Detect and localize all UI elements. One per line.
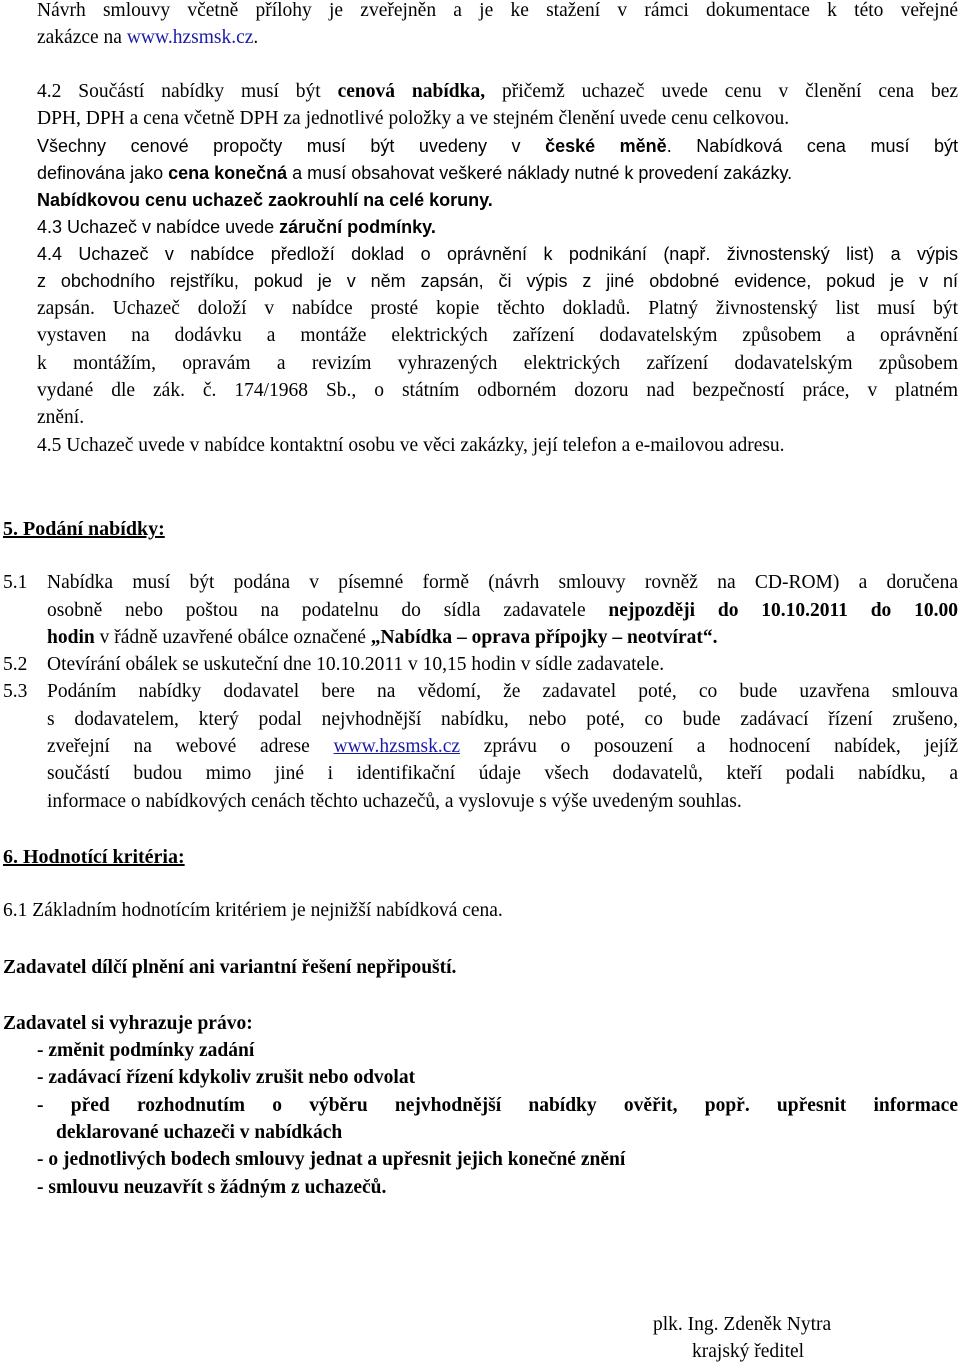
section-4-5: 4.5 Uchazeč uvede v nabídce kontaktní osobu ve věci zakázky, její telefon a e-mailovou adresu. (37, 435, 785, 456)
section-4-4-line-7: znění. (37, 407, 85, 428)
section-5-3-line-5: informace o nabídkových cenách těchto uchazečů, a vyslovuje s výše uvedeným souhlas. (47, 791, 742, 812)
section-4-2-line-4: definována jako cena konečná a musí obsahovat veškeré náklady nutné k provedení zakázky. (37, 163, 793, 183)
section-5-2-text: Otevírání obálek se uskuteční dne 10.10.2011 v 10,15 hodin v sídle zadavatele. (47, 654, 665, 675)
signatory-title: krajský ředitel (692, 1341, 805, 1362)
website-link[interactable]: www.hzsmsk.cz (126, 27, 254, 48)
rights-item-4: - o jednotlivých bodech smlouvy jednat a upřesnit jejich konečné znění (37, 1149, 626, 1170)
section-5-3-line-4: součástí budou mimo jiné i identifikační údaje všech dodavatelů, kteří podali nabídku, a (47, 763, 958, 784)
section-6-1: 6.1 Základním hodnotícím kritériem je nejnižší nabídková cena. (3, 900, 503, 921)
section-4-4-line-4: vystaven na dodávku a montáže elektrických zařízení dodavatelským způsobem a oprávnění (37, 325, 958, 346)
section-5-3-line-1: Podáním nabídky dodavatel bere na vědomí, že zadavatel poté, co bude uzavřena smlouva (47, 681, 958, 702)
section-4-2-line-3: Všechny cenové propočty musí být uvedeny v české měně. Nabídková cena musí být (37, 136, 959, 156)
no-partial-offers-notice: Zadavatel dílčí plnění ani variantní řešení nepřipouští. (3, 957, 457, 978)
intro-line-2: zakázce na www.hzsmsk.cz. (37, 27, 259, 48)
signatory-name: plk. Ing. Zdeněk Nytra (653, 1314, 832, 1335)
section-4-4-line-6: vydané dle zák. č. 174/1968 Sb., o státním odborném dozoru nad bezpečností práce, v platném (37, 380, 958, 401)
section-5-1-line-3: hodin v řádně uzavřené obálce označené „Nabídka – oprava přípojky – neotvírat“. (47, 627, 718, 648)
section-4-2-line-5: Nabídkovou cenu uchazeč zaokrouhlí na celé koruny. (37, 190, 493, 210)
section-4-2-line-1: 4.2 Součástí nabídky musí být cenová nabídka, přičemž uchazeč uvede cenu v členění cena bez (37, 81, 959, 102)
section-4-2-line-2: DPH, DPH a cena včetně DPH za jednotlivé položky a ve stejném členění uvede cenu celkovou. (37, 108, 790, 129)
rights-item-3-line-2: deklarované uchazeči v nabídkách (56, 1122, 343, 1143)
section-5-2-number: 5.2 (3, 654, 28, 675)
section-4-4-line-3: zapsán. Uchazeč doloží v nabídce prosté kopie těchto dokladů. Platný živnostenský list musí být (37, 298, 958, 319)
section-5-heading: 5. Podání nabídky: (3, 518, 165, 540)
section-5-1-number: 5.1 (3, 572, 28, 593)
rights-item-1: - změnit podmínky zadání (37, 1040, 255, 1061)
rights-item-2: - zadávací řízení kdykoliv zrušit nebo odvolat (37, 1067, 416, 1088)
section-4-3: 4.3 Uchazeč v nabídce uvede záruční podmínky. (37, 217, 436, 237)
section-5-3-line-3: zveřejní na webové adrese www.hzsmsk.cz zprávu o posouzení a hodnocení nabídek, jejíž (47, 736, 959, 757)
section-5-1-line-1: Nabídka musí být podána v písemné formě (návrh smlouvy rovněž na CD-ROM) a doručena (47, 572, 958, 593)
section-6-heading: 6. Hodnotící kritéria: (3, 846, 185, 868)
section-5-1-line-2: osobně nebo poštou na podatelnu do sídla zadavatele nejpozději do 10.10.2011 do 10.00 (47, 600, 958, 621)
section-5-3-line-2: s dodavatelem, který podal nejvhodnější nabídku, nebo poté, co bude zadávací řízení zrušeno, (47, 709, 958, 730)
intro-line-1: Návrh smlouvy včetně přílohy je zveřejněn a je ke stažení v rámci dokumentace k této veřejné (37, 0, 958, 21)
section-4-4-line-2: z obchodního rejstříku, pokud je v něm zapsán, či výpis z jiné obdobné evidence, pokud je v ní (37, 271, 958, 291)
section-4-4-line-1: 4.4 Uchazeč v nabídce předloží doklad o oprávnění k podnikání (např. živnostenský list) a výpis (37, 244, 958, 264)
rights-item-5: - smlouvu neuzavřít s žádným z uchazečů. (37, 1177, 387, 1198)
section-4-4-line-5: k montážím, opravám a revizím vyhrazených elektrických zařízení dodavatelským způsobem (37, 353, 958, 374)
section-5-3-number: 5.3 (3, 681, 28, 702)
website-link-2[interactable]: www.hzsmsk.cz (333, 736, 461, 757)
rights-heading: Zadavatel si vyhrazuje právo: (3, 1013, 253, 1034)
rights-item-3-line-1: - před rozhodnutím o výběru nejvhodnější nabídky ověřit, popř. upřesnit informace (37, 1095, 958, 1116)
